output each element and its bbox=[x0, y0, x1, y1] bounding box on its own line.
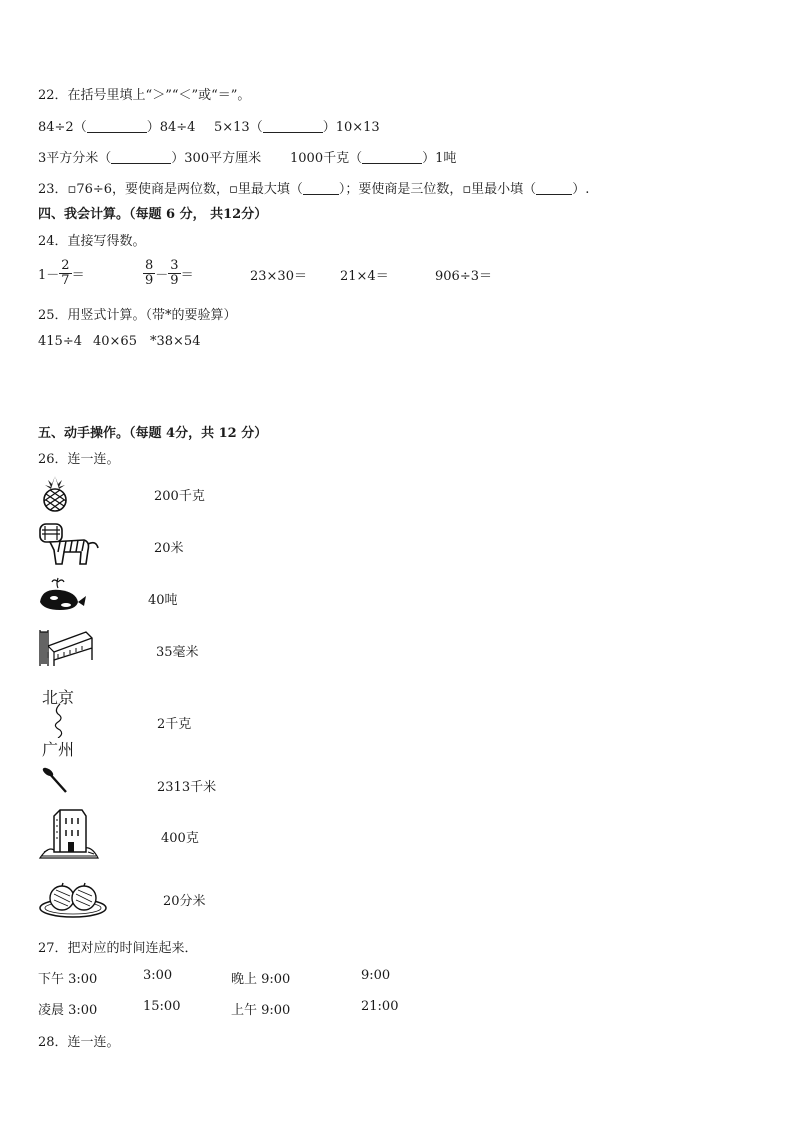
q24-e1-fraction bbox=[59, 259, 71, 288]
map-route-icon bbox=[46, 704, 76, 738]
q22-b-left: 5×13（ bbox=[214, 120, 263, 135]
fruit-plate-icon[interactable] bbox=[38, 876, 108, 920]
q24-e2-fraction-2 bbox=[168, 259, 180, 288]
q24-e2-numerator-2: 3 bbox=[170, 257, 179, 273]
q26-label-3: 40吨 bbox=[148, 593, 178, 608]
q23-part2: ）；要使商是三位数，▫里最小填（ bbox=[338, 182, 537, 197]
q24-e1-numerator: 2 bbox=[61, 257, 70, 273]
q22-a-blank[interactable] bbox=[87, 120, 147, 133]
q26-label-6: 2313千米 bbox=[157, 780, 217, 795]
tiger-icon[interactable] bbox=[36, 520, 102, 568]
map-guangzhou-label: 广州 bbox=[42, 740, 75, 759]
q22-a-right: ）84÷4 bbox=[146, 120, 196, 135]
q24-expr-4: 21×4＝ bbox=[340, 269, 389, 284]
building-icon[interactable] bbox=[38, 806, 100, 860]
q27-row2-item-2[interactable]: 15:00 bbox=[143, 999, 181, 1014]
q25-expr-1: 415÷4 bbox=[38, 334, 82, 349]
q26-label-5: 2千克 bbox=[157, 717, 192, 732]
q24-e2-suffix: ＝ bbox=[180, 267, 194, 283]
q24-e2-numerator-1: 8 bbox=[145, 257, 154, 273]
q26-label-7: 400克 bbox=[161, 831, 199, 846]
q27-row1-item-2[interactable]: 3:00 bbox=[143, 968, 173, 983]
q23-line bbox=[38, 178, 589, 197]
q22-d-blank[interactable] bbox=[362, 151, 422, 164]
q22-c-blank[interactable] bbox=[111, 151, 171, 164]
q27-row1-item-1[interactable]: 下午 3:00 bbox=[38, 972, 98, 987]
q24-e1-denominator: 7 bbox=[61, 272, 70, 288]
q24-e2-denominator-1: 9 bbox=[145, 272, 154, 288]
q23-part3: ）. bbox=[572, 182, 590, 197]
q22-a-left: 84÷2（ bbox=[38, 120, 87, 135]
q22-c-right: ）300平方厘米 bbox=[171, 151, 262, 166]
q24-e1-suffix: ＝ bbox=[71, 267, 85, 283]
q22-item-d bbox=[290, 147, 456, 166]
q24-e1-prefix: 1－ bbox=[38, 267, 60, 283]
q26-label-2: 20米 bbox=[154, 541, 184, 556]
pineapple-icon[interactable] bbox=[38, 474, 72, 512]
q24-expr-1 bbox=[38, 256, 85, 290]
q23-part1: 23．▫76÷6，要使商是两位数，▫里最大填（ bbox=[38, 182, 303, 197]
nail-icon[interactable] bbox=[40, 766, 70, 796]
section4-title: 四、我会计算。（每题 6 分， 共12分） bbox=[38, 207, 268, 222]
q22-item-b bbox=[214, 116, 380, 135]
q23-blank-1[interactable] bbox=[303, 182, 339, 195]
q22-d-left: 1000千克（ bbox=[290, 151, 363, 166]
q22-item-a bbox=[38, 116, 195, 135]
q24-expr-5: 906÷3＝ bbox=[435, 269, 492, 284]
q22-title: 22．在括号里填上“＞”“＜”或“＝”。 bbox=[38, 88, 251, 103]
map-beijing-label: 北京 bbox=[42, 688, 75, 707]
q22-c-left: 3平方分米（ bbox=[38, 151, 112, 166]
q27-row1-item-3[interactable]: 晚上 9:00 bbox=[231, 972, 291, 987]
q24-expr-2 bbox=[143, 256, 194, 290]
q25-expr-2: 40×65 bbox=[93, 334, 137, 349]
q22-d-right: ）1吨 bbox=[422, 151, 457, 166]
q27-title: 27．把对应的时间连起来． bbox=[38, 941, 198, 956]
q27-row2-item-1[interactable]: 凌晨 3:00 bbox=[38, 1003, 98, 1018]
section5-title: 五、动手操作。（每题 4分，共 12 分） bbox=[38, 426, 268, 441]
q26-label-8: 20分米 bbox=[163, 894, 206, 909]
q26-label-4: 35毫米 bbox=[156, 645, 199, 660]
q22-b-blank[interactable] bbox=[263, 120, 323, 133]
q24-title: 24．直接写得数。 bbox=[38, 234, 146, 249]
q26-title: 26．连一连。 bbox=[38, 452, 120, 467]
q27-row2-item-4[interactable]: 21:00 bbox=[361, 999, 399, 1014]
bed-icon[interactable] bbox=[36, 624, 94, 668]
q22-b-right: ）10×13 bbox=[322, 120, 380, 135]
q28-title: 28．连一连。 bbox=[38, 1035, 120, 1050]
q24-expr-3: 23×30＝ bbox=[250, 269, 307, 284]
q27-row1-item-4[interactable]: 9:00 bbox=[361, 968, 391, 983]
q26-label-1: 200千克 bbox=[154, 489, 205, 504]
whale-icon[interactable] bbox=[36, 576, 88, 614]
q23-blank-2[interactable] bbox=[536, 182, 572, 195]
q22-item-c bbox=[38, 147, 261, 166]
q25-title: 25．用竖式计算。（带*的要验算） bbox=[38, 308, 237, 323]
q25-expr-3: *38×54 bbox=[150, 334, 201, 349]
q24-e2-denominator-2: 9 bbox=[170, 272, 179, 288]
q24-e2-fraction-1 bbox=[143, 259, 155, 288]
q27-row2-item-3[interactable]: 上午 9:00 bbox=[231, 1003, 291, 1018]
q24-e2-operator: － bbox=[155, 267, 169, 283]
